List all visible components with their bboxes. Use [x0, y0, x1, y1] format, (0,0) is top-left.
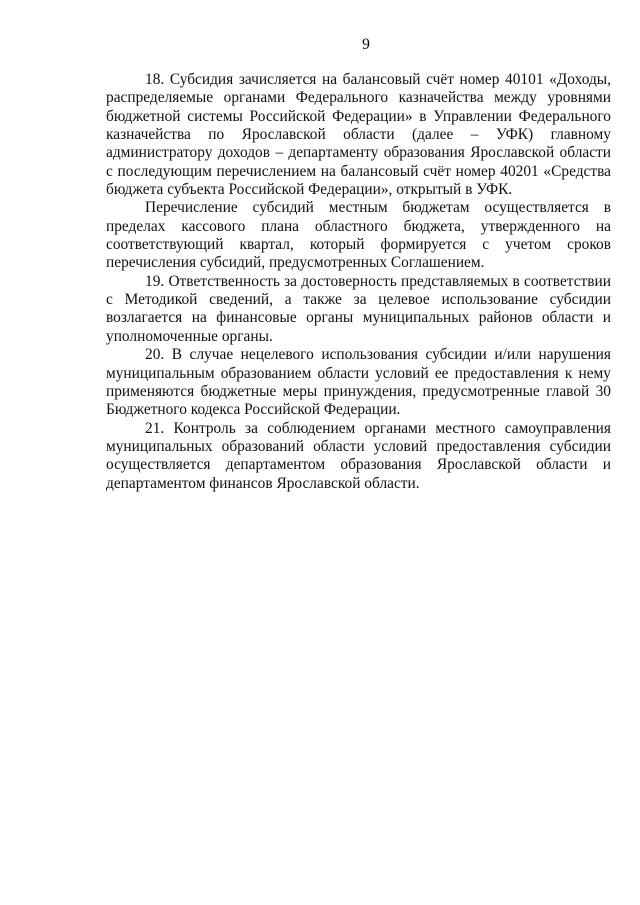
paragraph-19: 19. Ответственность за достоверность представляемых в соответствии с Методикой сведений, а также за целевое использование субсидии возлагается на финансовые органы муниципальных районов области и уполномоченные органы. [106, 272, 611, 345]
document-body [106, 71, 611, 493]
paragraph-20: 20. В случае нецелевого использования субсидии и/или нарушения муниципальным образованием области условий ее предоставления к нему применяются бюджетные меры принуждения, предусмотренные главой 30 Бюджетного кодекса Российской Федерации. [106, 346, 611, 419]
page-number: 9 [362, 36, 370, 53]
paragraph-18: 18. Субсидия зачисляется на балансовый счёт номер 40101 «Доходы, распределяемые органами Федерального казначейства между уровнями бюджетной системы Российской Федерации» в Управлении Федерального казначейства по Ярославской области (далее – УФК) главному администратору доходов – департаменту образования Ярославской области с последующим перечислением на балансовый счёт номер 40201 «Средства бюджета субъекта Российской Федерации», открытый в УФК. [106, 71, 611, 199]
paragraph-21: 21. Контроль за соблюдением органами местного самоуправления муниципальных образований области условий предоставления субсидии осуществляется департаментом образования Ярославской области и департаментом финансов Ярославской области. [106, 419, 611, 492]
paragraph-18-transfer: Перечисление субсидий местным бюджетам осуществляется в пределах кассового плана областного бюджета, утвержденного на соответствующий квартал, который формируется с учетом сроков перечисления субсидий, предусмотренных Соглашением. [106, 199, 611, 272]
